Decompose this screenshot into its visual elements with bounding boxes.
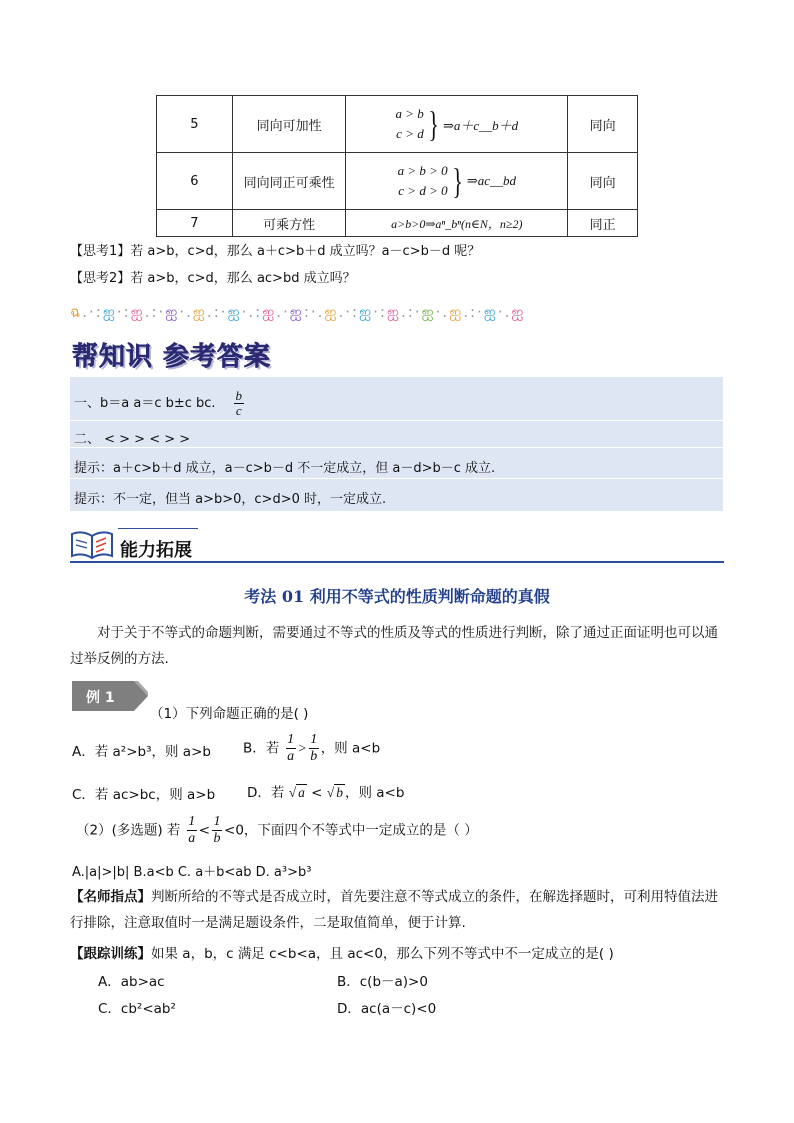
row-number: 5 xyxy=(157,96,233,153)
property-direction: 同向 xyxy=(568,153,638,210)
think-question-2: 【思考2】若 a>b，c>d，那么 ac>bd 成立吗？ xyxy=(70,271,356,286)
teacher-tip: 【名师指点】判断所给的不等式是否成立时，首先要注意不等式成立的条件，在解选择题时，可利用特值法进行排除，注意取值时一是满足题设条件，二是取值简单，便于计算. xyxy=(70,889,718,931)
answers-title: 帮知识 参考答案 xyxy=(72,342,272,372)
property-direction: 同向 xyxy=(568,96,638,153)
answer-row-1: 一、b＝a a＝c b±c bc. $\frac{b}{c}$ xyxy=(74,388,242,418)
property-formula: a > b c > d } ⇒a＋c__b＋d xyxy=(346,96,568,153)
property-name: 同向可加性 xyxy=(232,96,346,153)
row-number: 6 xyxy=(157,153,233,210)
answer-row-3: 提示：a＋c>b＋d 成立，a－c>b－d 不一定成立，但 a－d>b－c 成立. xyxy=(74,461,496,476)
track-option-a: A．ab>ac xyxy=(98,974,165,990)
banner-rule xyxy=(70,561,724,563)
properties-table xyxy=(156,95,638,237)
think-question-1: 【思考1】若 a>b，c>d，那么 a＋c>b＋d 成立吗？a－c>b－d 呢？ xyxy=(70,244,481,259)
property-name: 可乘方性 xyxy=(232,210,346,237)
property-formula: a>b>0⇒aⁿ_bⁿ(n∈N，n≥2) xyxy=(346,210,568,237)
example-question-1: （1）下列命题正确的是( ) xyxy=(150,706,309,722)
answers-box xyxy=(70,377,723,511)
track-option-b: B．c(b－a)>0 xyxy=(337,974,428,990)
banner-title: 能力拓展 xyxy=(120,540,192,561)
decorative-divider: ฉ.·:ஐ·:ஐ.:·ஐ·.ஐ.:·ஐ·.:ஐ.·ஐ:·.ஐ.·:ஐ·:ஐ.:·ஐ·.ஐ.:·ஐ·.ஐ xyxy=(70,303,526,321)
row-number: 7 xyxy=(157,210,233,237)
question-2-options: A.|a|>|b| B.a<b C. a＋b<ab D. a³>b³ xyxy=(72,865,312,880)
property-direction: 同正 xyxy=(568,210,638,237)
table-row xyxy=(157,96,638,153)
answer-row-2: 二、 < > > < > > xyxy=(74,432,191,447)
section-title: 考法 01 利用不等式的性质判断命题的真假 xyxy=(244,587,550,606)
property-name: 同向同正可乘性 xyxy=(232,153,346,210)
track-option-d: D．ac(a－c)<0 xyxy=(337,1001,437,1017)
tracking-exercise: 【跟踪训练】如果 a，b，c 满足 c<b<a，且 ac<0，那么下列不等式中不一定成立的是( ) xyxy=(70,946,614,962)
track-option-c: C．cb²<ab² xyxy=(98,1001,176,1017)
answer-row-4: 提示：不一定，但当 a>b>0，c>d>0 时，一定成立. xyxy=(74,492,387,507)
example-badge: 例 1 xyxy=(72,681,148,711)
book-icon xyxy=(70,526,114,560)
intro-paragraph: 对于关于不等式的命题判断，需要通过不等式的性质及等式的性质进行判断，除了通过正面证明也可以通过举反例的方法. xyxy=(70,625,718,667)
table-row xyxy=(157,153,638,210)
table-row xyxy=(157,210,638,237)
option-d: D．若 √ a < √ b ，则 a<b xyxy=(247,785,405,801)
option-b: B．若 $\frac{1}{a}$ > $\frac{1}{b}$ ，则 a<b xyxy=(243,732,381,764)
property-formula: a > b > 0 c > d > 0 } ⇒ac__bd xyxy=(346,153,568,210)
option-a: A．若 a²>b³，则 a>b xyxy=(72,744,211,760)
example-question-2: （2）(多选题) 若 $\frac{1}{a}$ < $\frac{1}{b}$ <0，下面四个不等式中一定成立的是（ ） xyxy=(76,814,478,846)
option-c: C．若 ac>bc，则 a>b xyxy=(72,787,216,803)
